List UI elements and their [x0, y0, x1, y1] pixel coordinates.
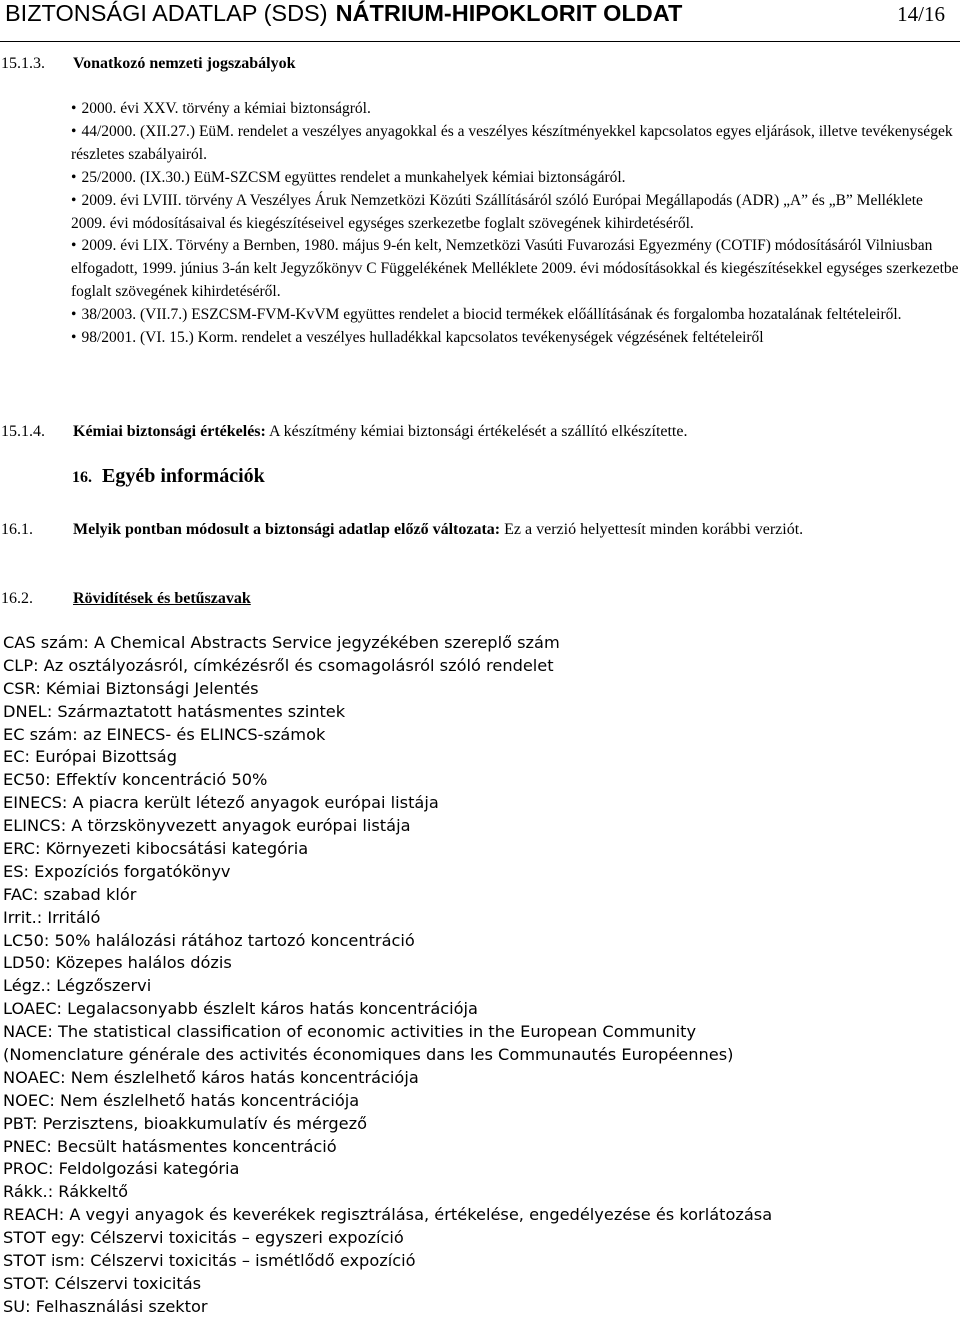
abbreviation-item: LD50: Közepes halálos dózis — [3, 953, 232, 973]
abbreviation-item: FAC: szabad klór — [3, 884, 137, 904]
abbreviation-item: EINECS: A piacra került létező anyagok európai listája — [3, 793, 439, 813]
section-text: Ez a verzió helyettesít minden korábbi verziót. — [500, 521, 804, 538]
section-number: 16.1. — [1, 521, 33, 538]
abbreviation-item: LOAEC: Legalacsonyabb észlelt káros hatás koncentrációja — [3, 999, 478, 1019]
abbreviation-item: CLP: Az osztályozásról, címkézésről és csomagolásról szóló rendelet — [3, 655, 554, 675]
abbreviation-item: PNEC: Becsült hatásmentes koncentráció — [3, 1136, 337, 1156]
list-item: • 98/2001. (VI. 15.) Korm. rendelet a veszélyes hulladékkal kapcsolatos tevékenységek végzésének feltételeiről — [71, 327, 959, 350]
list-item: • 38/2003. (VII.7.) ESZCSM-FVM-KvVM együttes rendelet a biocid termékek előállításának és forgalomba hozatalának feltételeiről. — [71, 304, 959, 327]
section-number: 15.1.4. — [1, 423, 45, 440]
abbreviation-item: PBT: Perzisztens, bioakkumulatív és mérgező — [3, 1113, 367, 1133]
list-item: • 2009. évi LVIII. törvény A Veszélyes Áruk Nemzetközi Közúti Szállításáról szóló Európai Megállapodás (ADR) „A” és „B” Melléklete 2009. évi módosításaival és kiegészítéseivel egységes szerkezetbe foglalt szövegének kihirdetéséről. — [71, 190, 959, 236]
page-number: 14/16 — [897, 2, 945, 26]
abbreviation-item: (Nomenclature générale des activités économiques dans les Communautés Européennes) — [3, 1045, 734, 1065]
section-body — [73, 518, 953, 542]
abbreviation-item: REACH: A vegyi anyagok és keverékek regisztrálása, értékelése, engedélyezése és korlátozása — [3, 1205, 773, 1225]
list-item: • 2000. évi XXV. törvény a kémiai biztonságról. — [71, 98, 959, 121]
section-title: Rövidítések és betűszavak — [73, 590, 251, 607]
section-title: Vonatkozó nemzeti jogszabályok — [73, 55, 296, 72]
abbreviation-item: Légz.: Légzőszervi — [3, 976, 152, 996]
abbreviation-item: DNEL: Származtatott hatásmentes szintek — [3, 701, 346, 721]
list-item: • 2009. évi LIX. Törvény a Bernben, 1980. május 9-én kelt, Nemzetközi Vasúti Fuvarozási Egyezmény (COTIF) módosításáról Vilniusban elfogadott, 1999. június 3-án kelt Jegyzőkönyv C Függelékének Melléklete 2009. évi módosításokkal és kiegészítésekkel egységes szerkezetbe foglalt szövegének kihirdetéséről. — [71, 235, 959, 304]
abbreviation-item: EC: Európai Bizottság — [3, 747, 177, 767]
abbreviation-item: CAS szám: A Chemical Abstracts Service jegyzékében szereplő szám — [3, 633, 560, 652]
abbreviation-item: NOAEC: Nem észlelhető káros hatás koncentrációja — [3, 1067, 419, 1087]
regulations-list — [71, 98, 959, 350]
section-title: Melyik pontban módosult a biztonsági adatlap előző változata: — [73, 521, 501, 538]
abbreviation-item: NACE: The statistical classification of economic activities in the European Community — [3, 1022, 697, 1042]
section-text: A készítmény kémiai biztonsági értékelését a szállító elkészítette. — [265, 423, 688, 440]
section-number: 16. — [72, 469, 92, 486]
abbreviation-item: EC szám: az EINECS- és ELINCS-számok — [3, 724, 326, 744]
abbreviation-item: STOT: Célszervi toxicitás — [3, 1273, 202, 1293]
abbreviations-list — [3, 632, 958, 1319]
abbreviation-item: STOT egy: Célszervi toxicitás – egyszeri expozíció — [3, 1228, 404, 1248]
abbreviation-item: STOT ism: Célszervi toxicitás – ismétlődő expozíció — [3, 1251, 416, 1271]
abbreviation-item: Irrit.: Irritáló — [3, 907, 101, 927]
document-title: BIZTONSÁGI ADATLAP (SDS) — [5, 0, 328, 26]
abbreviation-item: EC50: Effektív koncentráció 50% — [3, 770, 268, 790]
section-body — [73, 420, 953, 444]
abbreviation-item: ES: Expozíciós forgatókönyv — [3, 861, 231, 881]
abbreviation-item: CSR: Kémiai Biztonsági Jelentés — [3, 678, 259, 698]
abbreviation-item: LC50: 50% halálozási rátához tartozó koncentráció — [3, 930, 415, 950]
list-item: • 44/2000. (XII.27.) EüM. rendelet a veszélyes anyagokkal és a veszélyes készítményekkel kapcsolatos egyes eljárások, illetve tevékenységek részletes szabályairól. — [71, 121, 959, 167]
abbreviation-item: PROC: Feldolgozási kategória — [3, 1159, 240, 1179]
abbreviation-item: SU: Felhasználási szektor — [3, 1296, 208, 1316]
section-title: Kémiai biztonsági értékelés: — [73, 423, 266, 440]
section-body — [73, 587, 953, 611]
section-number: 16.2. — [1, 590, 33, 607]
abbreviation-item: ERC: Környezeti kibocsátási kategória — [3, 839, 309, 859]
section-16-heading — [72, 465, 265, 488]
section-title: Egyéb információk — [102, 465, 265, 487]
list-item: • 25/2000. (IX.30.) EüM-SZCSM együttes rendelet a munkahelyek kémiai biztonságáról. — [71, 167, 959, 190]
product-name: NÁTRIUM-HIPOKLORIT OLDAT — [335, 0, 683, 26]
header-divider — [0, 41, 960, 42]
abbreviation-item: NOEC: Nem észlelhető hatás koncentrációja — [3, 1090, 360, 1110]
section-number: 15.1.3. — [1, 55, 45, 72]
abbreviation-item: ELINCS: A törzskönyvezett anyagok európai listája — [3, 816, 411, 836]
page-header — [5, 0, 945, 38]
abbreviation-item: Rákk.: Rákkeltő — [3, 1182, 128, 1202]
section-15-1-3-heading — [1, 55, 296, 73]
